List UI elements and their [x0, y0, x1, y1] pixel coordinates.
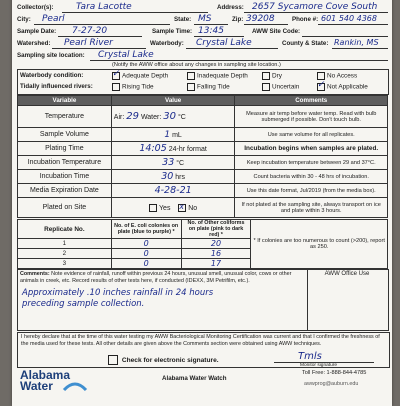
sample-volume-value-cell: [111, 128, 235, 142]
phone-label: Phone #:: [292, 16, 319, 23]
sample-time-value: 13:45: [198, 26, 224, 36]
checkbox-yes[interactable]: [149, 204, 157, 212]
header-value: Value: [111, 96, 235, 106]
row-plating-time: [18, 142, 388, 156]
county-label: County & State:: [282, 40, 329, 47]
media-exp-value-cell: [111, 184, 235, 198]
ecoli-count[interactable]: 0: [111, 239, 181, 249]
option-label: Falling Tide: [197, 83, 230, 91]
media-exp-label: Media Expiration Date: [18, 184, 112, 198]
org-name: Alabama Water Watch: [162, 375, 227, 382]
phone-value: 601 540 4368: [321, 14, 377, 23]
option-falling-tide[interactable]: [187, 83, 230, 91]
water-drop-icon: [62, 380, 88, 394]
zip-label: Zip:: [232, 16, 244, 23]
city-label: City:: [17, 16, 31, 23]
ecoli-count[interactable]: 0: [111, 249, 181, 259]
header-replicate-no: Replicate No.: [18, 220, 112, 239]
variables-header-row: [18, 96, 388, 106]
collector-value: Tara Lacotte: [76, 2, 132, 12]
header-ecoli: No. of E. coli colonies on plate (blue to purple) *: [111, 220, 181, 239]
aww-site-code-line: [302, 36, 388, 37]
plating-time-comment: Incubation begins when samples are plated.: [235, 142, 388, 156]
option-not-applicable[interactable]: [317, 83, 368, 91]
incubation-temp-unit: °C: [176, 160, 185, 167]
yes-label: Yes: [159, 204, 171, 212]
watershed-label: Watershed:: [17, 40, 51, 47]
site-location-label: Sampling site location:: [17, 52, 85, 59]
header-variable: Variable: [18, 96, 112, 106]
media-exp-value[interactable]: 4-28-21: [154, 185, 192, 196]
signature: Tmls: [298, 351, 322, 362]
replicates-note: * If colonies are too numerous to count (>200), report as 250.: [251, 220, 388, 269]
row-media-expiration: [18, 184, 388, 198]
plating-time-value-cell: [111, 142, 235, 156]
variables-table: [17, 95, 388, 218]
other-count[interactable]: 17: [181, 259, 251, 269]
option-uncertain[interactable]: [262, 83, 299, 91]
toll-free: Toll Free: 1-888-844-4785: [302, 370, 367, 376]
x-mark-icon: x: [179, 201, 184, 211]
waterbody-value: Crystal Lake: [196, 38, 252, 48]
replicate-no: 2: [18, 249, 112, 259]
air-value[interactable]: 29: [126, 111, 139, 122]
option-adequate-depth[interactable]: [112, 72, 168, 80]
address-line: [244, 12, 388, 13]
temperature-comment: Measure air temp before water temp. Read with bulb submerged if possible. Don't touch bulb.: [235, 106, 388, 128]
option-inadequate-depth[interactable]: [187, 72, 248, 80]
checkbox-dry[interactable]: [262, 72, 270, 80]
phone-line: [318, 24, 388, 25]
city-value: Pearl: [42, 14, 65, 24]
state-line: [194, 24, 228, 25]
declaration-text: I hereby declare that at the time of this water testing my AWW Bacteriological Monitoring Certification was current and that I confirmed the freshness of the media used for these tests. All other details are given above the Comments section were obtained using AWW techniques.: [21, 334, 380, 347]
site-location-line: [90, 60, 388, 61]
sample-time-label: Sample Time:: [152, 28, 193, 35]
plated-on-site-comment: If not plated at the sampling site, always transport on ice and plate within 3 hours.: [235, 198, 388, 218]
row-incubation-temp: [18, 156, 388, 170]
checkbox-adequate-depth[interactable]: [112, 72, 120, 80]
tidal-label: Tidally influenced rivers:: [20, 83, 93, 90]
watershed-value: Pearl River: [64, 38, 113, 48]
plating-time-value[interactable]: 14:05: [139, 143, 167, 154]
incubation-time-unit: hrs: [175, 174, 185, 181]
water-label: Water:: [140, 114, 162, 121]
row-incubation-time: [18, 170, 388, 184]
header-other-coliforms: No. of Other coliforms on plate (pink to dark red) *: [181, 220, 251, 239]
watershed-line: [52, 48, 146, 49]
sample-date-line: [58, 36, 142, 37]
state-value: MS: [198, 14, 212, 24]
sample-time-line: [194, 36, 244, 37]
data-sheet: [12, 0, 392, 406]
comments-label: Comments:: [20, 271, 50, 277]
option-label: Not Applicable: [327, 83, 368, 91]
incubation-time-value-cell: [111, 170, 235, 184]
checkbox-inadequate-depth[interactable]: [187, 72, 195, 80]
incubation-temp-value[interactable]: 33: [162, 157, 175, 168]
city-line: [34, 24, 170, 25]
row-sample-volume: [18, 128, 388, 142]
option-label: No Access: [327, 72, 358, 80]
email: awwprog@auburn.edu: [304, 381, 359, 387]
replicate-no: 1: [18, 239, 112, 249]
plated-on-site-label: Plated on Site: [18, 198, 112, 218]
sample-volume-unit: mL: [172, 131, 182, 139]
header-comments: Comments: [235, 96, 388, 106]
logo: [20, 370, 70, 392]
plating-time-unit: 24-hr format: [168, 146, 207, 153]
electronic-signature-label: Check for electronic signature.: [121, 356, 219, 364]
ecoli-count[interactable]: 0: [111, 259, 181, 269]
office-use-box: [306, 269, 389, 331]
option-label: Inadequate Depth: [197, 72, 248, 80]
comments-instructions-wrap: [18, 270, 307, 286]
waterbody-label: Waterbody:: [150, 40, 184, 47]
water-value[interactable]: 30: [163, 111, 176, 122]
replicates-header-row: [18, 220, 388, 239]
notify-note: (Notify the AWW office about any changes in sampling site location.): [112, 62, 281, 68]
option-label: Uncertain: [272, 83, 300, 91]
temperature-unit: °C: [177, 114, 186, 121]
logo-line-1: Alabama: [20, 368, 71, 382]
logo-line-2: Water: [20, 379, 53, 393]
comments-instructions: Note evidence of rainfall, runoff within previous 24 hours, unusual smell, unusual color, cows or other animals in creek, etc. Record results of other tests here, if conducted (IDEXX, 3M Petrifilm, etc.).: [20, 271, 292, 284]
zip-value: 39208: [246, 14, 275, 24]
collector-label: Collector(s):: [17, 4, 54, 11]
checkbox-electronic-signature[interactable]: [108, 355, 118, 365]
county-value: Rankin, MS: [334, 38, 379, 47]
aww-site-code-label: AWW Site Code:: [252, 28, 301, 35]
site-location-value: Crystal Lake: [98, 50, 154, 60]
incubation-temp-value-cell: [111, 156, 235, 170]
declaration-box: [17, 332, 390, 368]
office-use-label: AWW Office Use: [324, 271, 370, 277]
incubation-time-label: Incubation Time: [18, 170, 112, 184]
replicates-table: [17, 219, 388, 269]
address-value: 2657 Sycamore Cove South: [252, 2, 378, 12]
address-label: Address:: [217, 4, 244, 11]
incubation-temp-comment: Keep incubation temperature between 29 and 37°C.: [235, 156, 388, 170]
option-label: Dry: [272, 72, 282, 80]
no-label: No: [188, 204, 198, 212]
checkbox-falling-tide[interactable]: [187, 83, 195, 91]
sample-volume-label: Sample Volume: [18, 128, 112, 142]
option-rising-tide[interactable]: [112, 83, 154, 91]
air-label: Air:: [113, 114, 125, 121]
row-plated-on-site: [18, 198, 388, 218]
row-temperature: [18, 106, 388, 128]
incubation-time-comment: Count bacteria within 30 - 48 hrs of incubation.: [235, 170, 388, 184]
waterbody-condition-label: Waterbody condition:: [20, 72, 84, 79]
comments-box[interactable]: [17, 269, 308, 331]
electronic-signature-option[interactable]: [108, 355, 219, 365]
plating-time-label: Plating Time: [18, 142, 112, 156]
sample-date-label: Sample Date:: [17, 28, 57, 35]
checkbox-not-applicable[interactable]: [317, 83, 325, 91]
monitor-signature-label: Monitor signature: [300, 363, 338, 368]
comments-handwritten-2: preceding sample collection.: [22, 299, 145, 310]
replicate-no: 3: [18, 259, 112, 269]
checkbox-rising-tide[interactable]: [112, 83, 120, 91]
state-label: State:: [174, 16, 192, 23]
comments-handwritten-1: Approximately .10 inches rainfall in 24 hours: [22, 287, 214, 298]
plated-on-site-value-cell: [111, 198, 235, 218]
option-label: Adequate Depth: [122, 72, 169, 80]
incubation-time-value[interactable]: 30: [161, 171, 174, 182]
temperature-label: Temperature: [18, 106, 112, 128]
sample-volume-value[interactable]: 1: [164, 129, 171, 140]
collector-line: [62, 12, 208, 13]
option-label: Rising Tide: [122, 83, 154, 91]
option-dry[interactable]: [262, 72, 282, 80]
waterbody-line: [186, 48, 278, 49]
county-line: [332, 48, 388, 49]
zip-line: [244, 24, 288, 25]
checkbox-no[interactable]: [178, 201, 186, 212]
incubation-temp-label: Incubation Temperature: [18, 156, 112, 170]
other-count[interactable]: 16: [181, 249, 251, 259]
media-exp-comment: Use this date format, Jul/2019 (from the media box).: [235, 184, 388, 198]
checkbox-uncertain[interactable]: [262, 83, 270, 91]
other-count[interactable]: 20: [181, 239, 251, 249]
sample-date-value: 7-27-20: [72, 26, 108, 36]
temperature-value-cell: [111, 106, 235, 128]
sample-volume-comment: Use same volume for all replicates.: [235, 128, 388, 142]
